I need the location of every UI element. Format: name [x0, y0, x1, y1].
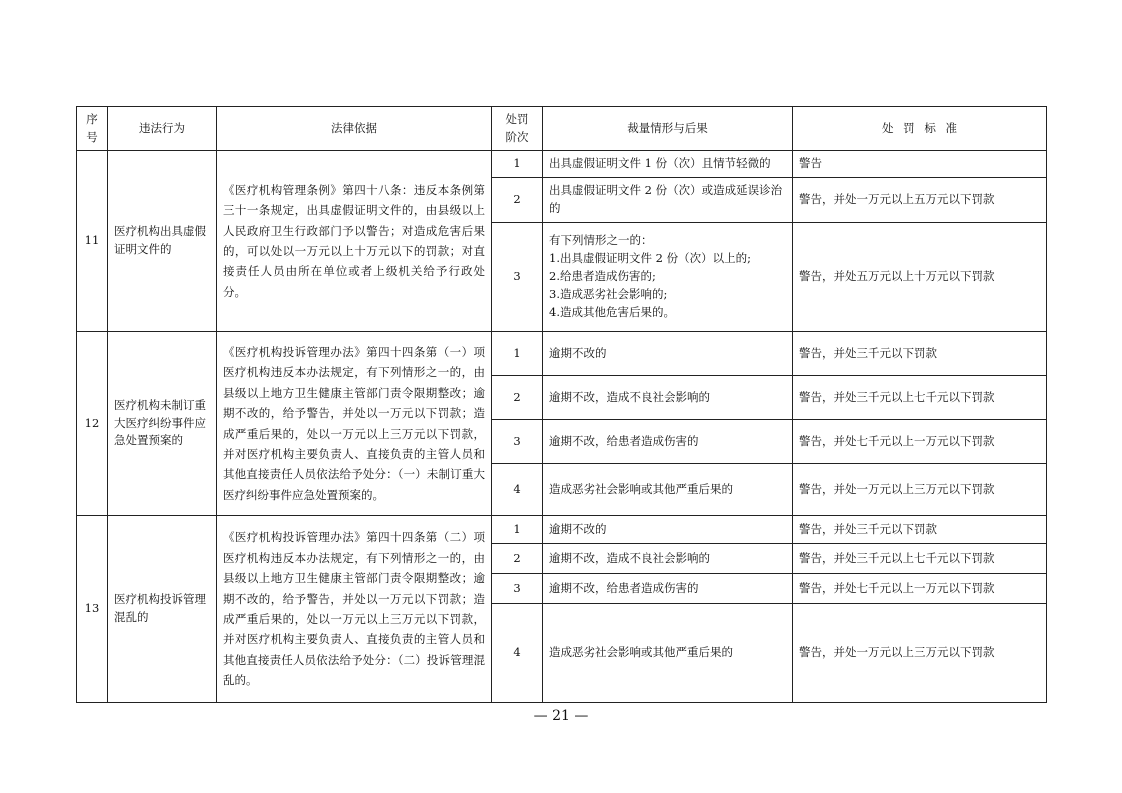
row-legal-basis: 《医疗机构投诉管理办法》第四十四条第（一）项医疗机构违反本办法规定，有下列情形之一的，由县级以上地方卫生健康主管部门责令限期整改；逾期不改的，给予警告，并处以一万元以下罚款；造成严重后果的，处以一万元以上三万元以下罚款，并对医疗机构主要负责人、直接负责的主管人员和其他直接责任人员依法给予处分：（一）未制订重大医疗纠纷事件应急处置预案的。	[217, 332, 492, 516]
row-legal-basis: 《医疗机构管理条例》第四十八条：违反本条例第三十一条规定，出具虚假证明文件的，由县级以上人民政府卫生行政部门予以警告；对造成危害后果的，可以处以一万元以上十万元以下的罚款；对直接责任人员由所在单位或者上级机关给予行政处分。	[217, 151, 492, 332]
item-circumstance: 逾期不改，造成不良社会影响的	[543, 376, 793, 420]
item-standard: 警告	[793, 151, 1047, 178]
item-order: 3	[492, 420, 543, 464]
row-no: 13	[77, 516, 108, 703]
row-behavior: 医疗机构未制订重大医疗纠纷事件应急处置预案的	[108, 332, 217, 516]
penalty-table	[76, 106, 1047, 703]
table-row	[77, 516, 1047, 544]
table-row	[77, 151, 1047, 178]
row-no: 11	[77, 151, 108, 332]
item-circumstance: 逾期不改，造成不良社会影响的	[543, 544, 793, 574]
item-standard: 警告，并处三千元以下罚款	[793, 516, 1047, 544]
item-order: 4	[492, 604, 543, 703]
item-order: 1	[492, 332, 543, 376]
item-standard: 警告，并处七千元以上一万元以下罚款	[793, 574, 1047, 604]
item-circumstance: 逾期不改的	[543, 516, 793, 544]
table-header-row	[77, 107, 1047, 151]
page-number: — 21 —	[533, 708, 589, 724]
item-circumstance: 出具虚假证明文件 1 份（次）且情节轻微的	[543, 151, 793, 178]
table-row	[77, 332, 1047, 376]
item-standard: 警告，并处三千元以上七千元以下罚款	[793, 376, 1047, 420]
item-standard: 警告，并处一万元以上三万元以下罚款	[793, 604, 1047, 703]
item-order: 3	[492, 223, 543, 332]
item-order: 3	[492, 574, 543, 604]
header-circumstance: 裁量情形与后果	[543, 107, 793, 151]
row-behavior: 医疗机构投诉管理混乱的	[108, 516, 217, 703]
item-standard: 警告，并处三千元以上七千元以下罚款	[793, 544, 1047, 574]
row-behavior: 医疗机构出具虚假证明文件的	[108, 151, 217, 332]
row-no: 12	[77, 332, 108, 516]
header-behavior: 违法行为	[108, 107, 217, 151]
header-no: 序 号	[77, 107, 108, 151]
item-standard: 警告，并处三千元以下罚款	[793, 332, 1047, 376]
item-circumstance: 有下列情形之一的： 1.出具虚假证明文件 2 份（次）以上的; 2.给患者造成伤害的; 3.造成恶劣社会影响的; 4.造成其他危害后果的。	[543, 223, 793, 332]
header-basis: 法律依据	[217, 107, 492, 151]
header-order: 处罚 阶次	[492, 107, 543, 151]
item-order: 4	[492, 464, 543, 516]
item-circumstance: 造成恶劣社会影响或其他严重后果的	[543, 464, 793, 516]
item-standard: 警告，并处五万元以上十万元以下罚款	[793, 223, 1047, 332]
item-circumstance: 出具虚假证明文件 2 份（次）或造成延误诊治的	[543, 178, 793, 223]
item-order: 2	[492, 178, 543, 223]
item-circumstance: 逾期不改，给患者造成伤害的	[543, 420, 793, 464]
item-order: 1	[492, 516, 543, 544]
header-standard: 处 罚 标 准	[793, 107, 1047, 151]
item-order: 2	[492, 544, 543, 574]
item-circumstance: 逾期不改的	[543, 332, 793, 376]
item-standard: 警告，并处七千元以上一万元以下罚款	[793, 420, 1047, 464]
item-order: 2	[492, 376, 543, 420]
item-circumstance: 造成恶劣社会影响或其他严重后果的	[543, 604, 793, 703]
item-standard: 警告，并处一万元以上三万元以下罚款	[793, 464, 1047, 516]
row-legal-basis: 《医疗机构投诉管理办法》第四十四条第（二）项医疗机构违反本办法规定，有下列情形之一的，由县级以上地方卫生健康主管部门责令限期整改；逾期不改的，给予警告，并处以一万元以下罚款；造成严重后果的，处以一万元以上三万元以下罚款，并对医疗机构主要负责人、直接负责的主管人员和其他直接责任人员依法给予处分：（二）投诉管理混乱的。	[217, 516, 492, 703]
item-circumstance: 逾期不改，给患者造成伤害的	[543, 574, 793, 604]
item-order: 1	[492, 151, 543, 178]
item-standard: 警告，并处一万元以上五万元以下罚款	[793, 178, 1047, 223]
